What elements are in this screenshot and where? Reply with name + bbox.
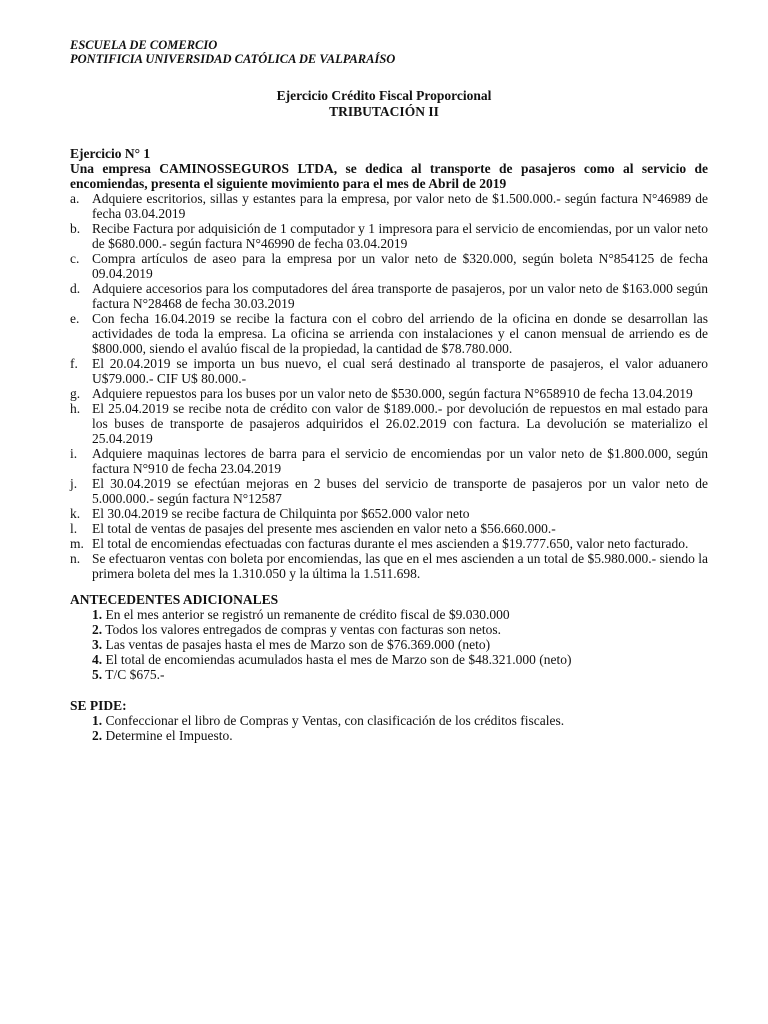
item-letter: l. [70,521,78,536]
list-item [70,191,708,221]
list-item [70,521,708,536]
list-item [92,652,708,667]
item-text: Se efectuaron ventas con boleta por encomiendas, las que en el mes ascienden a un total de $5.980.000.- siendo la primera boleta del mes la 1.310.050 y la última la 1.511.698. [92,551,708,581]
item-text: Adquiere accesorios para los computadores del área transporte de pasajeros, por un valor neto de $163.000 según factura N°28468 de fecha 30.03.2019 [92,281,708,311]
list-item [70,551,708,581]
item-letter: n. [70,551,81,566]
item-number: 1. [92,713,103,728]
exercise-heading: Ejercicio N° 1 [70,146,151,161]
item-number: 2. [92,622,103,637]
se-pide-list [70,713,708,743]
item-text: Adquiere escritorios, sillas y estantes para la empresa, por valor neto de $1.500.000.- según factura N°46989 de fecha 03.04.2019 [92,191,708,221]
item-text: El 25.04.2019 se recibe nota de crédito con valor de $189.000.- por devolución de repuestos en mal estado para los buses de transporte de pasajeros adquiridos el 26.02.2019 con factura. La devolución se materializo el 25.04.2019 [92,401,708,446]
item-text: Adquiere repuestos para los buses por un valor neto de $530.000, según factura N°658910 de fecha 13.04.2019 [92,386,693,401]
list-item [70,311,708,356]
item-letter: e. [70,311,80,326]
list-item [92,667,708,682]
item-letter: a. [70,191,80,206]
list-item [70,356,708,386]
item-text: Adquiere maquinas lectores de barra para el servicio de encomiendas por un valor neto de $1.800.000, según factura N°910 de fecha 23.04.2019 [92,446,708,476]
list-item [70,446,708,476]
item-text: Compra artículos de aseo para la empresa por un valor neto de $320.000, según boleta N°854125 de fecha 09.04.2019 [92,251,708,281]
item-text: Las ventas de pasajes hasta el mes de Marzo son de $76.369.000 (neto) [102,637,491,652]
antecedentes-list [70,607,708,682]
item-text: En el mes anterior se registró un remanente de crédito fiscal de $9.030.000 [102,607,510,622]
item-letter: m. [70,536,84,551]
list-item [70,476,708,506]
item-text: El 30.04.2019 se efectúan mejoras en 2 buses del servicio de transporte de pasajeros por un valor neto de 5.000.000.- según factura N°12587 [92,476,708,506]
list-item [70,401,708,446]
item-letter: d. [70,281,81,296]
item-number: 1. [92,607,103,622]
item-text: El total de encomiendas acumulados hasta el mes de Marzo son de $48.321.000 (neto) [102,652,572,667]
item-text: El total de ventas de pasajes del presente mes ascienden en valor neto a $56.660.000.- [92,521,556,536]
list-item [92,713,708,728]
title-block [70,88,768,120]
list-item [92,607,708,622]
se-pide-heading: SE PIDE: [70,698,127,713]
exercise-items-list [70,191,708,581]
school-name: ESCUELA DE COMERCIO [70,38,218,52]
list-item [92,728,708,743]
item-letter: i. [70,446,78,461]
list-item [92,622,708,637]
item-text: Confeccionar el libro de Compras y Ventas, con clasificación de los créditos fiscales. [102,713,565,728]
item-text: Todos los valores entregados de compras y ventas con facturas son netos. [102,622,501,637]
list-item [70,386,708,401]
list-item [70,536,708,551]
item-letter: f. [70,356,78,371]
list-item [70,251,708,281]
list-item [70,281,708,311]
list-item [70,221,708,251]
item-number: 4. [92,652,103,667]
item-text: Recibe Factura por adquisición de 1 computador y 1 impresora para el servicio de encomiendas, por un valor neto de $680.000.- según factura N°46990 de fecha 03.04.2019 [92,221,708,251]
item-text: Con fecha 16.04.2019 se recibe la factura con el cobro del arriendo de la oficina en donde se desarrollan las actividades de toda la empresa. La oficina se arrienda con instalaciones y el canon mensual de arriendo es de $800.000, siendo el avalúo fiscal de la propiedad, la cantidad de $78.780.000. [92,311,708,356]
item-text: El 20.04.2019 se importa un bus nuevo, el cual será destinado al transporte de pasajeros, el valor aduanero U$79.000.- CIF U$ 80.000.- [92,356,708,386]
list-item [92,637,708,652]
list-item [70,506,708,521]
item-number: 3. [92,637,103,652]
item-text: El total de encomiendas efectuadas con facturas durante el mes ascienden a $19.777.650, valor neto facturado. [92,536,689,551]
item-text: T/C $675.- [102,667,165,682]
exercise-intro: Una empresa CAMINOSSEGUROS LTDA, se dedica al transporte de pasajeros como al servicio de encomiendas, presenta el siguiente movimiento para el mes de Abril de 2019 [70,161,708,191]
course-subtitle: TRIBUTACIÓN II [329,104,439,119]
item-letter: g. [70,386,81,401]
item-number: 2. [92,728,103,743]
item-letter: j. [70,476,78,491]
item-letter: b. [70,221,81,236]
item-letter: k. [70,506,81,521]
university-name: PONTIFICIA UNIVERSIDAD CATÓLICA DE VALPARAÍSO [70,52,396,66]
item-text: Determine el Impuesto. [102,728,233,743]
item-number: 5. [92,667,103,682]
item-letter: c. [70,251,80,266]
document-title: Ejercicio Crédito Fiscal Proporcional [276,88,492,103]
antecedentes-heading: ANTECEDENTES ADICIONALES [70,592,279,607]
item-letter: h. [70,401,81,416]
item-text: El 30.04.2019 se recibe factura de Chilquinta por $652.000 valor neto [92,506,470,521]
